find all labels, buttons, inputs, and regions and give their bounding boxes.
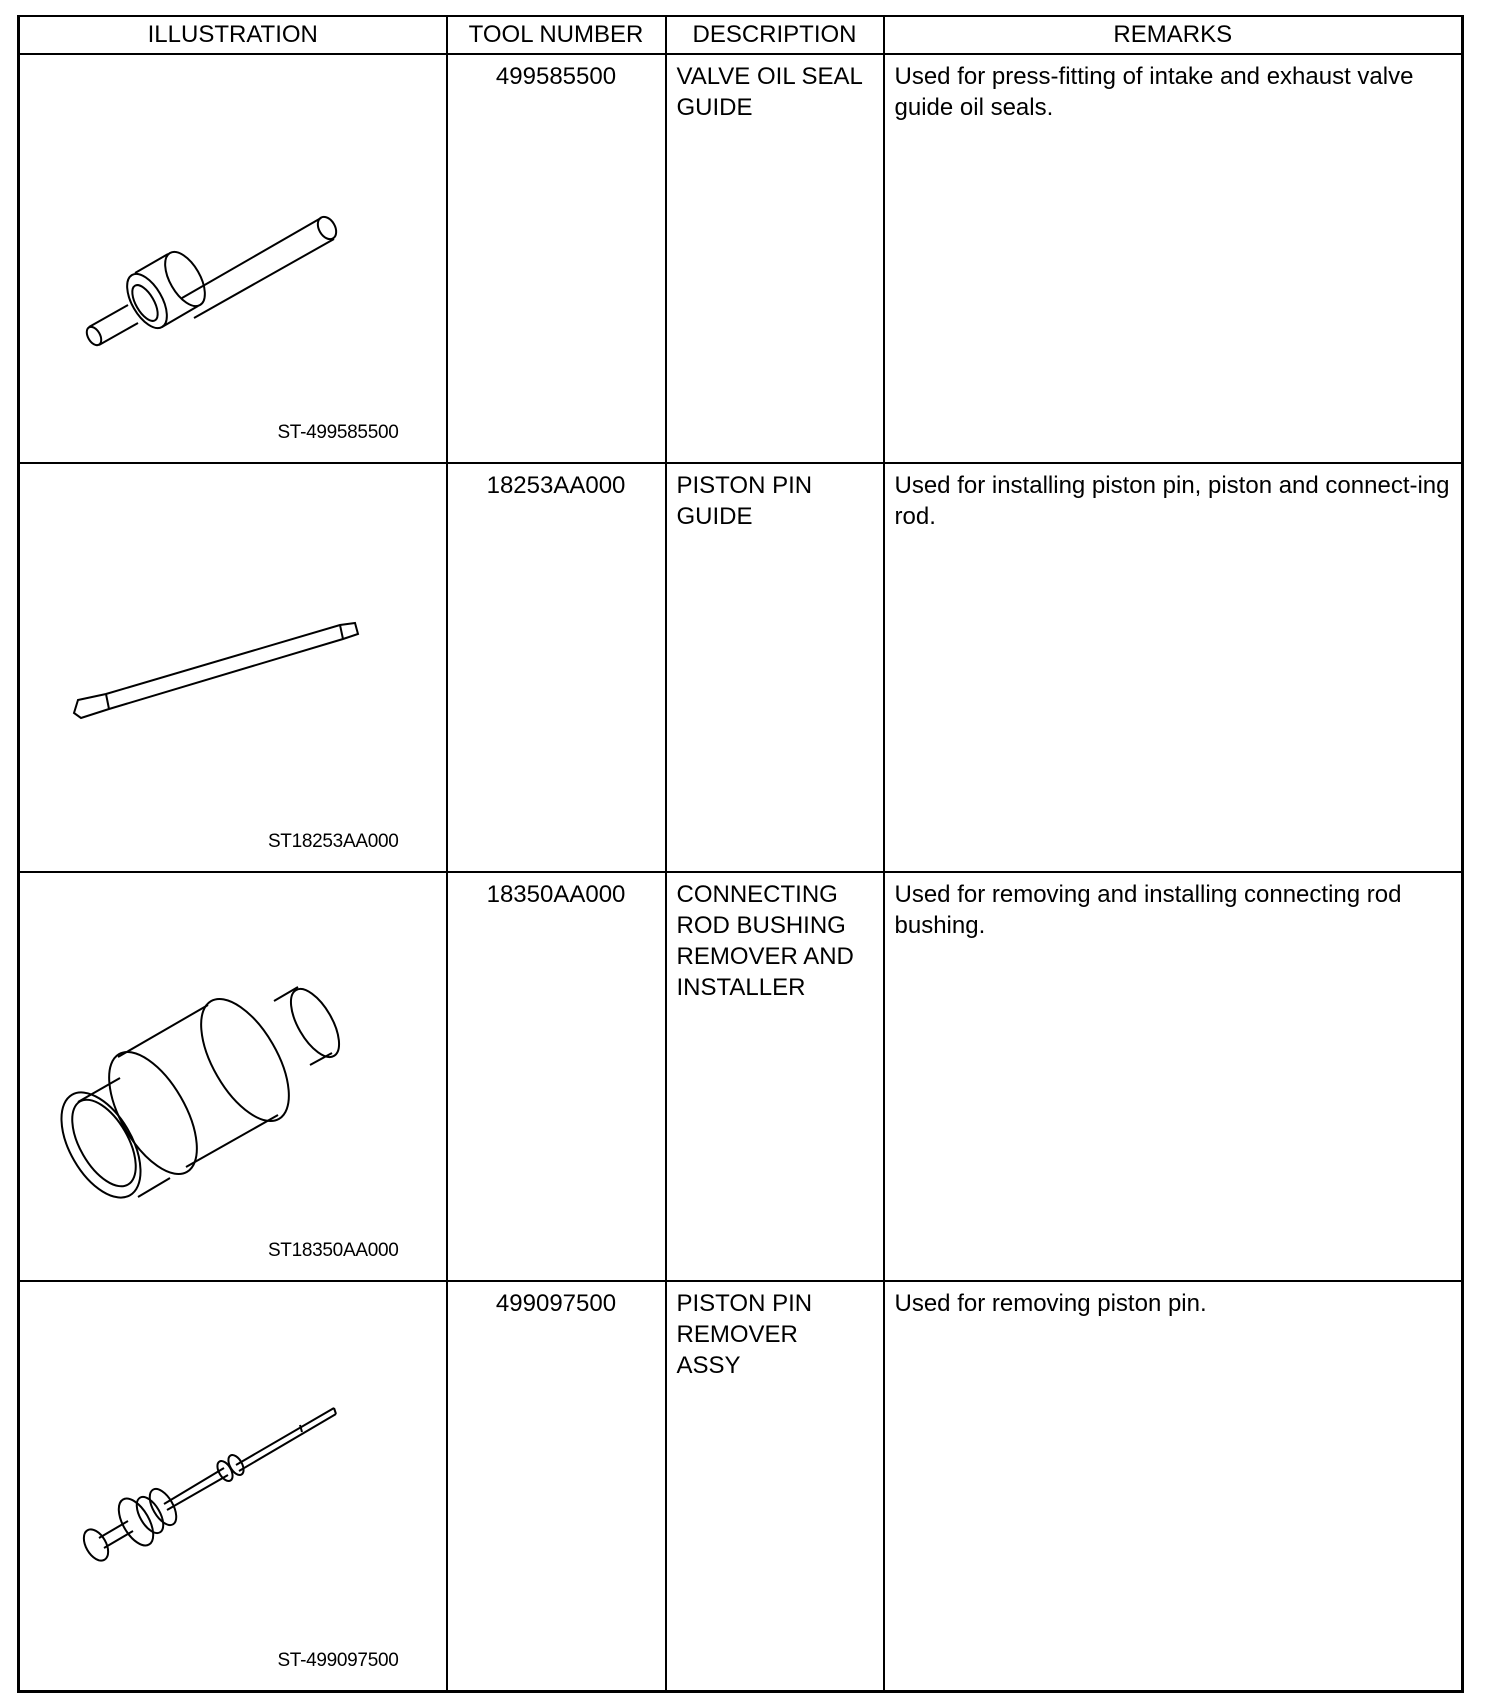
header-illustration: ILLUSTRATION [19,16,447,54]
description: PISTON PIN GUIDE [676,472,813,530]
remarks-cell [884,54,1463,463]
remarks-cell [884,463,1463,872]
header-row [19,16,1463,54]
description: VALVE OIL SEAL GUIDE [676,63,863,121]
description: PISTON PIN REMOVER ASSY [676,1290,813,1379]
illustration-cell [19,1281,447,1692]
table-row [19,463,1463,872]
illustration-cell [19,463,447,872]
piston-pin-guide-illustration [20,464,448,871]
table-row [19,872,1463,1281]
remarks-cell [884,1281,1463,1692]
header-remarks: REMARKS [884,16,1463,54]
description: CONNECTING ROD BUSHING REMOVER AND INSTALLER [676,881,854,1001]
tool-number-cell [447,872,666,1281]
tool-number-cell [447,54,666,463]
tool-number: 18253AA000 [486,472,626,499]
illustration-code: ST-499585500 [277,422,399,443]
illustration-code: ST-499097500 [277,1650,399,1671]
remarks: Used for press-fitting of intake and exhaust valve guide oil seals. [894,63,1414,121]
tool-number-cell [447,1281,666,1692]
valve-oil-seal-guide-illustration [20,55,448,462]
illustration-code: ST18253AA000 [267,831,399,852]
header-tool-number: TOOL NUMBER [447,16,666,54]
header-description: DESCRIPTION [666,16,884,54]
description-cell [666,463,884,872]
remarks: Used for installing piston pin, piston and connect-ing rod. [894,472,1450,530]
table-row [19,1281,1463,1692]
illustration-cell [19,872,447,1281]
remarks: Used for removing piston pin. [894,1290,1207,1317]
description-cell [666,872,884,1281]
tool-number: 18350AA000 [486,881,626,908]
illustration-cell [19,54,447,463]
connecting-rod-bushing-tool-illustration [20,873,448,1280]
piston-pin-remover-illustration [20,1282,448,1690]
description-cell [666,54,884,463]
remarks: Used for removing and installing connecting rod bushing. [894,881,1402,939]
tool-number: 499097500 [495,1290,617,1317]
tool-number: 499585500 [495,63,617,90]
tool-number-cell [447,463,666,872]
table-row [19,54,1463,463]
illustration-code: ST18350AA000 [267,1240,399,1261]
description-cell [666,1281,884,1692]
remarks-cell [884,872,1463,1281]
special-tools-table [17,15,1464,1693]
